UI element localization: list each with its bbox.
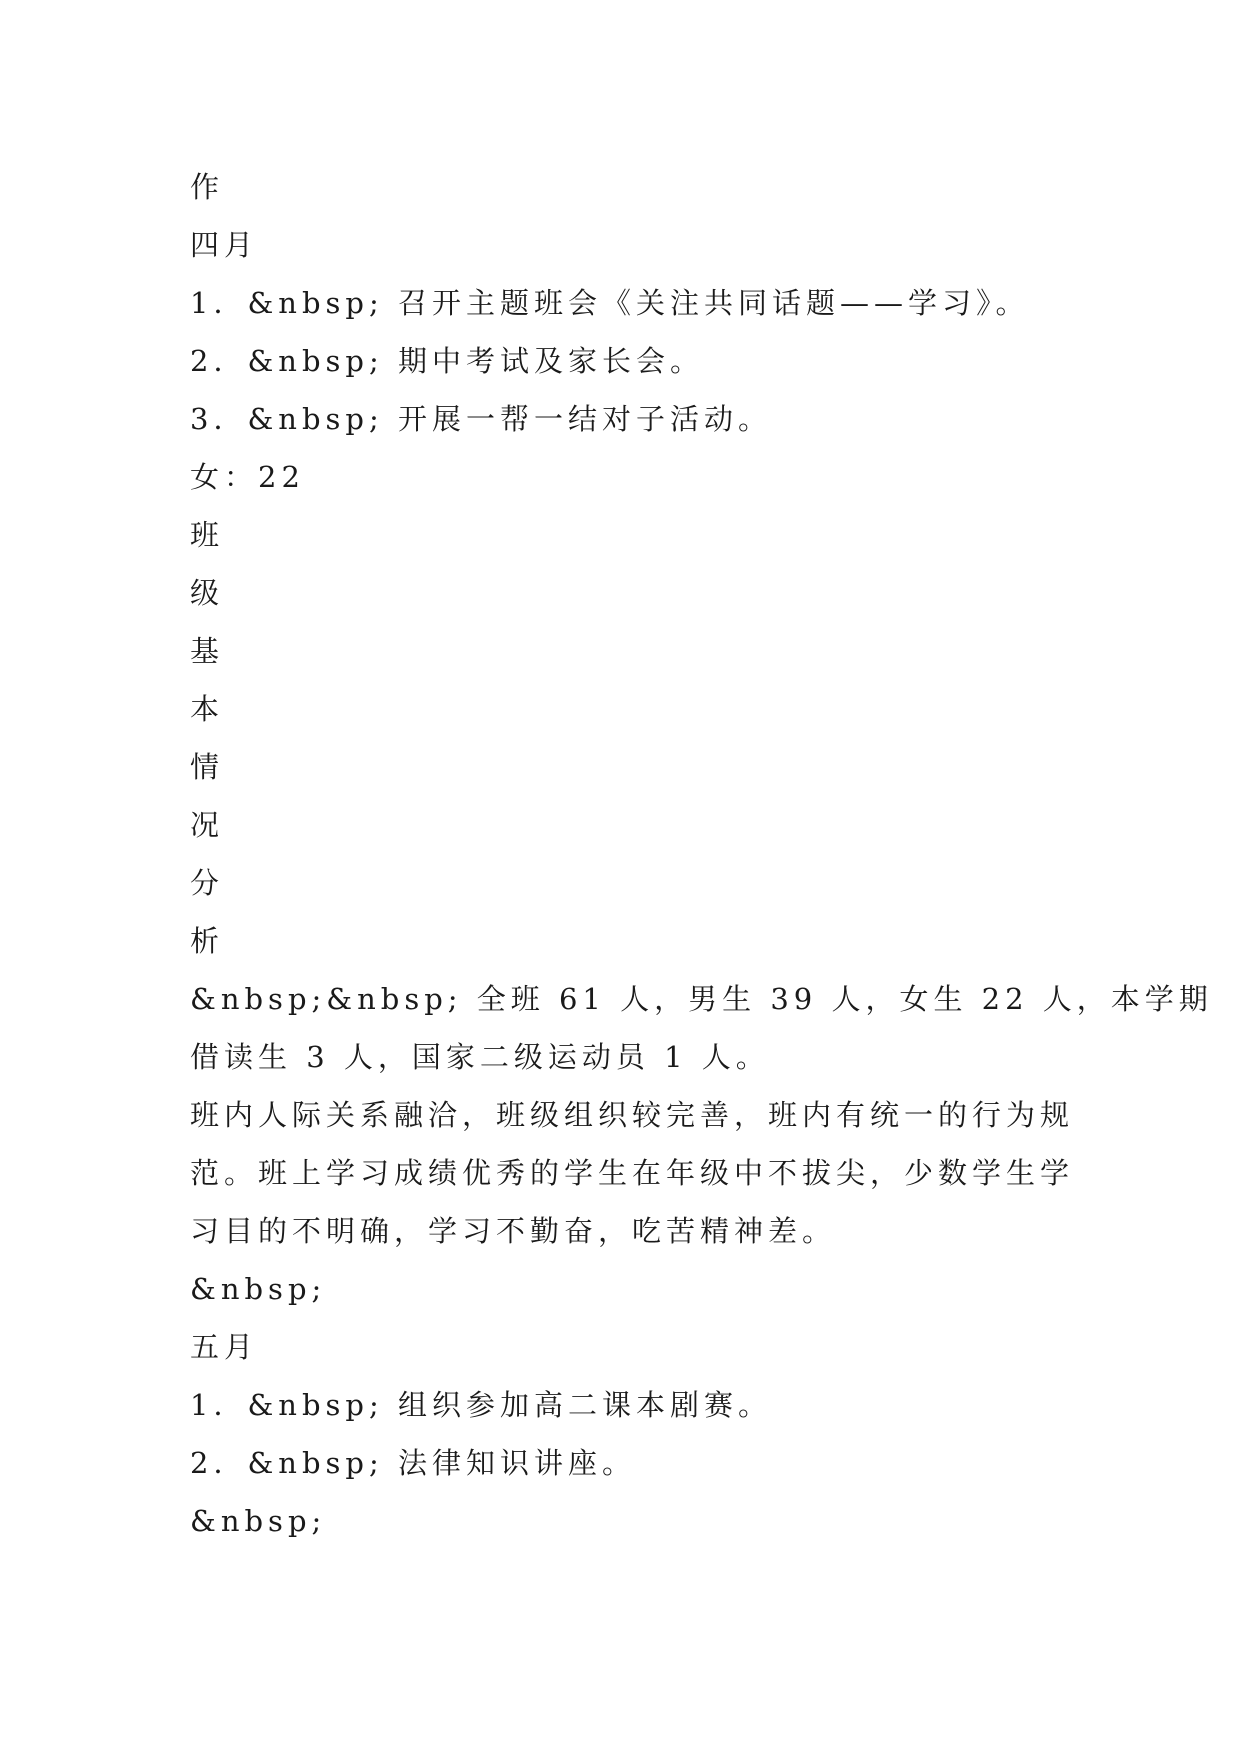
paragraph-line: 范。班上学习成绩优秀的学生在年级中不拔尖，少数学生学 <box>190 1156 1075 1190</box>
vertical-heading-char: 分 <box>190 866 225 900</box>
list-item: 3．&nbsp; 开展一帮一结对子活动。 <box>190 402 772 436</box>
text-line: &nbsp; <box>190 1504 327 1538</box>
section-heading-april: 四月 <box>190 228 259 262</box>
list-item: 2．&nbsp; 法律知识讲座。 <box>190 1446 636 1480</box>
text-line: 作 <box>190 170 225 204</box>
list-item: 2．&nbsp; 期中考试及家长会。 <box>190 344 704 378</box>
vertical-heading-char: 析 <box>190 924 225 958</box>
vertical-heading-char: 本 <box>190 692 225 726</box>
paragraph-line: &nbsp;&nbsp; 全班 61 人，男生 39 人，女生 22 人，本学期 <box>190 982 1213 1016</box>
text-line: 女：22 <box>190 460 305 494</box>
paragraph-line: 习目的不明确，学习不勤奋，吃苦精神差。 <box>190 1214 837 1248</box>
paragraph-line: 班内人际关系融洽，班级组织较完善，班内有统一的行为规 <box>190 1098 1075 1132</box>
section-heading-may: 五月 <box>190 1330 259 1364</box>
text-line: &nbsp; <box>190 1272 327 1306</box>
document-body <box>190 158 1213 1550</box>
vertical-heading-char: 情 <box>190 750 225 784</box>
list-item: 1．&nbsp; 组织参加高二课本剧赛。 <box>190 1388 772 1422</box>
vertical-heading-char: 级 <box>190 576 225 610</box>
paragraph-line: 借读生 3 人，国家二级运动员 1 人。 <box>190 1040 770 1074</box>
vertical-heading-char: 班 <box>190 518 225 552</box>
vertical-heading-char: 基 <box>190 634 225 668</box>
list-item: 1．&nbsp; 召开主题班会《关注共同话题——学习》。 <box>190 286 1030 320</box>
vertical-heading-char: 况 <box>190 808 225 842</box>
